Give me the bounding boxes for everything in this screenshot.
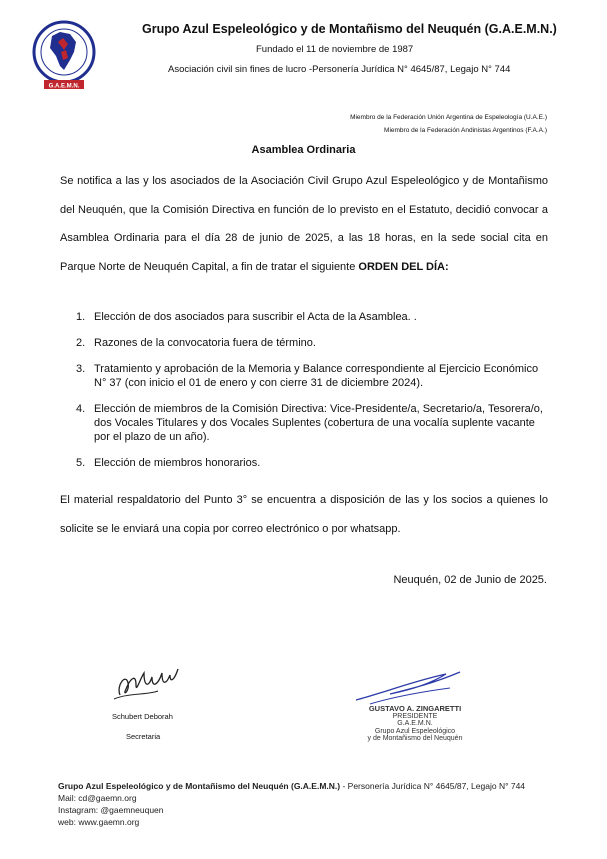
header-title: Grupo Azul Espeleológico y de Montañismo del Neuquén (G.A.E.M.N.) [142, 22, 557, 36]
federation-uae: Miembro de la Federación Unión Argentina de Espeleología (U.A.E.) [350, 114, 547, 121]
federation-faa: Miembro de la Federación Andinistas Argentinos (F.A.A.) [384, 127, 547, 134]
secretary-name: Schubert Deborah [112, 712, 173, 721]
list-item [60, 402, 548, 444]
item-text: Razones de la convocatoria fuera de término. [94, 337, 316, 349]
president-role: PRESIDENTE [392, 712, 438, 720]
item-text: Elección de miembros de la Comisión Directiva: Vice-Presidente/a, Secretario/a, Tesorera/o, dos Vocales Titulares y dos Vocales Suplentes (cobertura de una vocalía suplente vacante por el plazo de un año). [94, 403, 543, 443]
president-org-line1: Grupo Azul Espeleológico [374, 727, 456, 735]
item-text: Elección de miembros honorarios. [94, 457, 261, 469]
item-number: 4. [76, 403, 86, 415]
notice-paragraph [60, 167, 548, 281]
item-text: Tratamiento y aprobación de la Memoria y Balance correspondiente al Ejercicio Económico N° 37 (con inicio el 01 de enero y con cierre 31 de diciembre 2024). [94, 363, 539, 389]
item-text: Elección de dos asociados para suscribir el Acta de la Asamblea. . [94, 311, 417, 323]
logo-text: G.A.E.M.N. [48, 83, 80, 90]
header-founded: Fundado el 11 de noviembre de 1987 [256, 44, 414, 55]
footer-mail[interactable]: Mail: cd@gaemn.org [58, 793, 137, 803]
secretary-signature [108, 655, 188, 705]
document-title: Asamblea Ordinaria [251, 144, 356, 156]
footer-name: Grupo Azul Espeleológico y de Montañismo del Neuquén (G.A.E.M.N.) [58, 781, 341, 791]
agenda-heading: ORDEN DEL DÍA: [358, 260, 449, 273]
footer-instagram[interactable]: Instagram: @gaemneuquen [58, 805, 164, 815]
gaemn-logo [30, 20, 98, 92]
agenda-list [60, 310, 548, 482]
list-item [60, 456, 548, 470]
item-number: 2. [76, 337, 86, 349]
footer-web[interactable]: web: www.gaemn.org [58, 817, 140, 827]
item-number: 3. [76, 363, 86, 375]
list-item [60, 310, 548, 324]
president-org-acronym: G.A.E.M.N. [397, 720, 433, 727]
material-paragraph: El material respaldatorio del Punto 3° se encuentra a disposición de las y los socios a quienes lo solicite se le enviará una copia por correo electrónico o por whatsapp. [60, 494, 548, 535]
president-org-line2: y de Montañismo del Neuquén [367, 735, 463, 742]
item-number: 1. [76, 311, 86, 323]
notice-text: Se notifica a las y los asociados de la Asociación Civil Grupo Azul Espeleológico y de Montañismo del Neuquén, que la Comisión Directiva en función de lo previsto en el Estatuto, decidió convocar a Asamblea Ordinaria para el día 28 de junio de 2025, a las 18 horas, en la sede social cita en Parque Norte de Neuquén Capital, a fin de tratar el siguiente [60, 175, 548, 273]
item-number: 5. [76, 457, 86, 469]
president-name: GUSTAVO A. ZINGARETTI [368, 704, 462, 713]
footer-legal: - Personería Jurídica N° 4645/87, Legajo N° 744 [340, 781, 526, 791]
president-stamp [362, 705, 468, 743]
footer [58, 780, 525, 828]
document-date: Neuquén, 02 de Junio de 2025. [393, 574, 547, 586]
list-item [60, 336, 548, 350]
list-item [60, 362, 548, 390]
header-association: Asociación civil sin fines de lucro -Personería Jurídica N° 4645/87, Legajo N° 744 [168, 64, 511, 75]
secretary-role: Secretaria [126, 732, 161, 741]
